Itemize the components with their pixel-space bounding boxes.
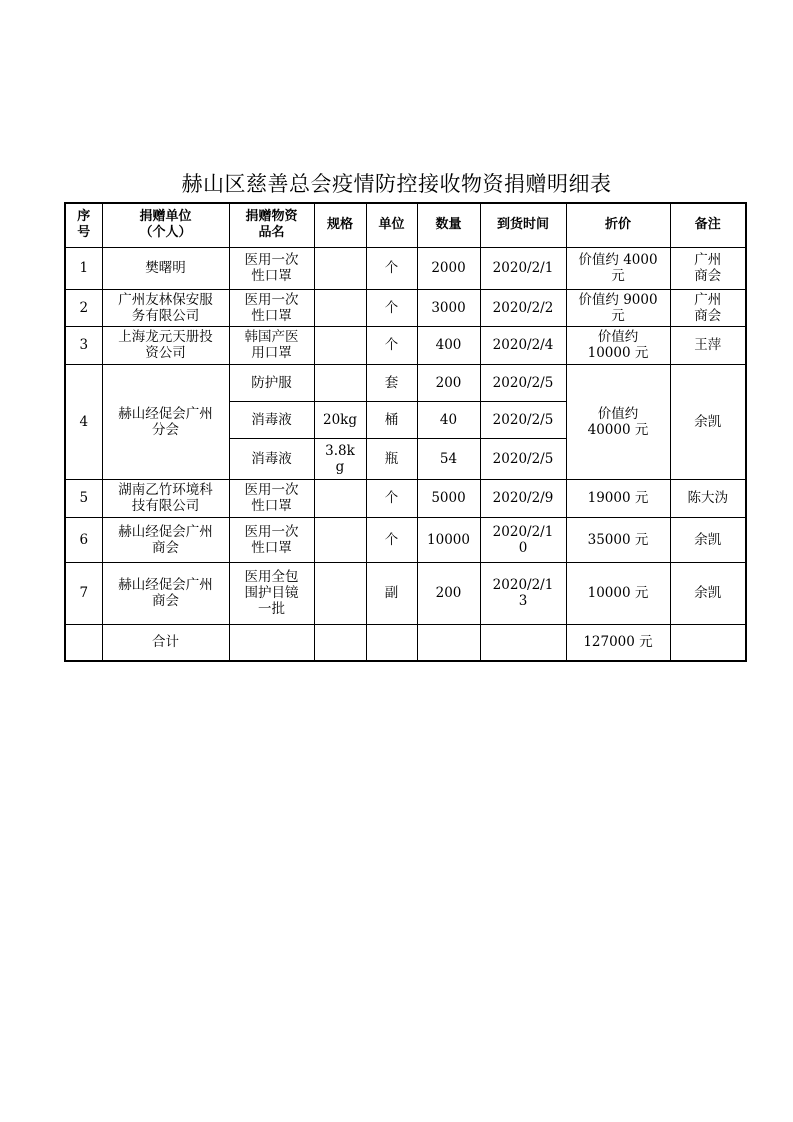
cell-qty: 10000 [417,517,480,562]
cell-donor: 赫山经促会广州 商会 [102,562,229,624]
cell-date: 2020/2/1 0 [480,517,566,562]
cell-qty [417,624,480,661]
cell-donor: 樊曙明 [102,247,229,289]
cell-no: 6 [65,517,102,562]
cell-note: 陈大沩 [670,479,746,517]
cell-unit [366,624,417,661]
cell-item: 防护服 [229,364,314,401]
table-row [65,364,746,401]
cell-qty: 40 [417,401,480,438]
cell-unit: 桶 [366,401,417,438]
cell-value: 价值约 9000 元 [566,289,670,326]
table-row [65,517,746,562]
table-row [65,247,746,289]
cell-item: 韩国产医 用口罩 [229,326,314,364]
cell-note: 广州 商会 [670,247,746,289]
cell-spec [314,364,366,401]
cell-unit: 个 [366,517,417,562]
cell-item: 消毒液 [229,438,314,479]
cell-unit: 套 [366,364,417,401]
total-label: 合计 [102,624,229,661]
cell-note: 王萍 [670,326,746,364]
cell-date: 2020/2/4 [480,326,566,364]
header-note: 备注 [670,203,746,247]
cell-no: 2 [65,289,102,326]
cell-value: 价值约 4000 元 [566,247,670,289]
cell-value: 价值约 40000 元 [566,364,670,479]
table-row [65,289,746,326]
cell-value: 10000 元 [566,562,670,624]
cell-item: 医用一次 性口罩 [229,479,314,517]
cell-donor: 广州友林保安服 务有限公司 [102,289,229,326]
header-no: 序 号 [65,203,102,247]
table-row [65,479,746,517]
cell-note: 余凯 [670,364,746,479]
cell-spec [314,289,366,326]
cell-spec [314,517,366,562]
cell-spec [314,624,366,661]
header-row [65,203,746,247]
table-row [65,562,746,624]
cell-unit: 个 [366,247,417,289]
cell-spec [314,562,366,624]
cell-qty: 54 [417,438,480,479]
header-value: 折价 [566,203,670,247]
header-spec: 规格 [314,203,366,247]
cell-no: 4 [65,364,102,479]
cell-unit: 个 [366,326,417,364]
cell-item [229,624,314,661]
cell-date: 2020/2/5 [480,364,566,401]
table-row [65,326,746,364]
total-row [65,624,746,661]
cell-donor: 湖南乙竹环境科 技有限公司 [102,479,229,517]
cell-qty: 200 [417,562,480,624]
cell-value: 35000 元 [566,517,670,562]
cell-item: 医用一次 性口罩 [229,289,314,326]
cell-qty: 3000 [417,289,480,326]
cell-qty: 200 [417,364,480,401]
cell-no: 5 [65,479,102,517]
cell-date: 2020/2/5 [480,438,566,479]
header-qty: 数量 [417,203,480,247]
cell-donor: 赫山经促会广州 分会 [102,364,229,479]
total-value: 127000 元 [566,624,670,661]
cell-item: 医用全包 围护目镜 一批 [229,562,314,624]
cell-date: 2020/2/1 3 [480,562,566,624]
cell-spec [314,479,366,517]
header-date: 到货时间 [480,203,566,247]
cell-unit: 副 [366,562,417,624]
cell-spec [314,247,366,289]
cell-donor: 上海龙元天册投 资公司 [102,326,229,364]
header-item: 捐赠物资 品名 [229,203,314,247]
cell-no: 1 [65,247,102,289]
cell-unit: 个 [366,289,417,326]
cell-item: 医用一次 性口罩 [229,247,314,289]
cell-note: 余凯 [670,517,746,562]
document-title: 赫山区慈善总会疫情防控接收物资捐赠明细表 [181,172,612,196]
cell-date: 2020/2/5 [480,401,566,438]
cell-no: 7 [65,562,102,624]
cell-qty: 2000 [417,247,480,289]
cell-donor: 赫山经促会广州 商会 [102,517,229,562]
cell-note: 余凯 [670,562,746,624]
cell-unit: 个 [366,479,417,517]
donation-table [64,202,747,662]
cell-note [670,624,746,661]
header-donor: 捐赠单位 （个人） [102,203,229,247]
cell-date: 2020/2/9 [480,479,566,517]
cell-spec: 20kg [314,401,366,438]
header-unit: 单位 [366,203,417,247]
cell-date: 2020/2/1 [480,247,566,289]
cell-no [65,624,102,661]
cell-date: 2020/2/2 [480,289,566,326]
cell-unit: 瓶 [366,438,417,479]
cell-note: 广州 商会 [670,289,746,326]
cell-value: 价值约 10000 元 [566,326,670,364]
cell-spec [314,326,366,364]
cell-spec: 3.8k g [314,438,366,479]
cell-qty: 5000 [417,479,480,517]
cell-date [480,624,566,661]
cell-item: 医用一次 性口罩 [229,517,314,562]
cell-value: 19000 元 [566,479,670,517]
cell-item: 消毒液 [229,401,314,438]
cell-no: 3 [65,326,102,364]
cell-qty: 400 [417,326,480,364]
